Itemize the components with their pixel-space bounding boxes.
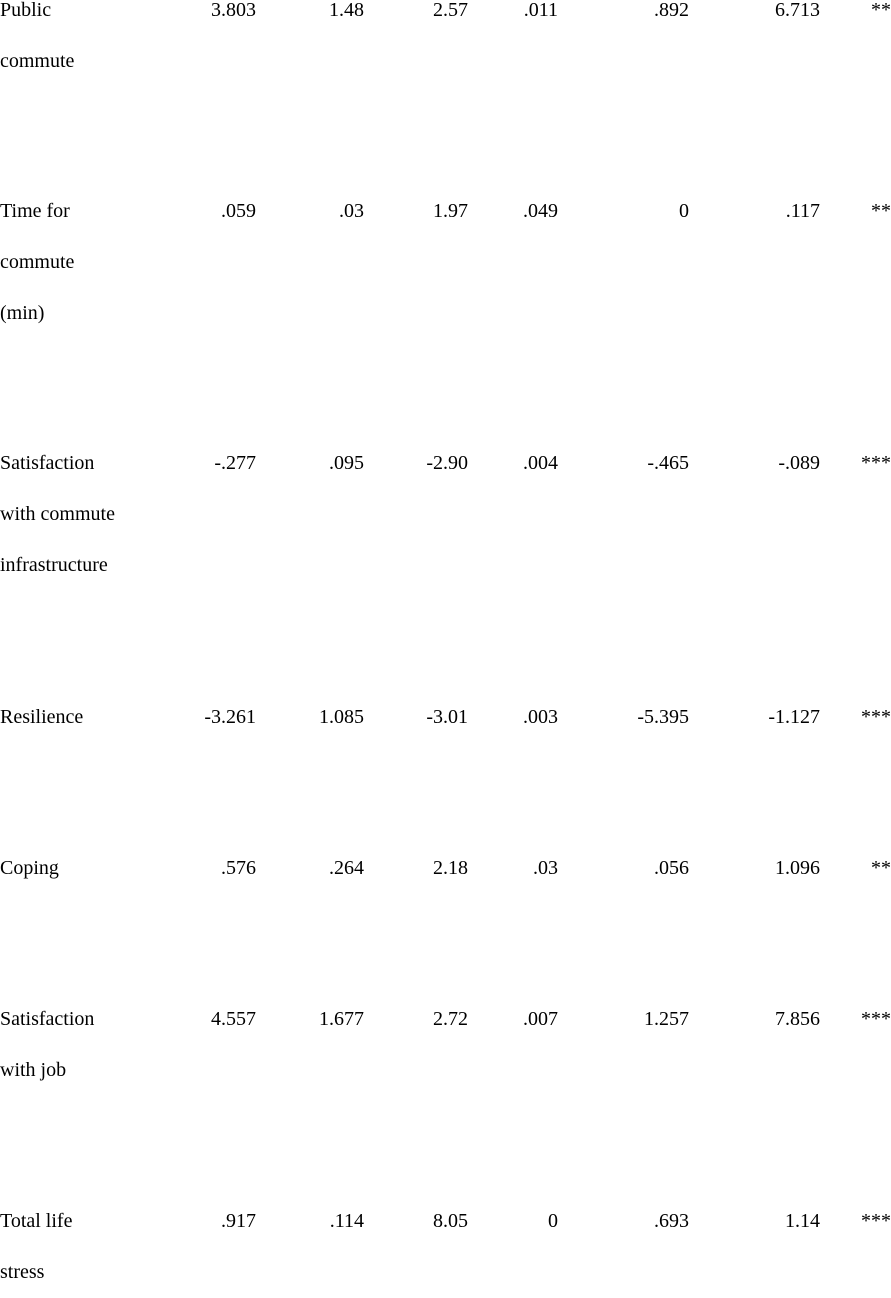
p-value-cell: .003 bbox=[523, 706, 558, 728]
coefficient-cell: 3.803 bbox=[211, 0, 256, 21]
std-error-cell: 1.677 bbox=[319, 1008, 364, 1030]
variable-label: Time for commute (min) bbox=[0, 200, 75, 324]
coefficient-cell: .917 bbox=[221, 1210, 256, 1232]
coefficient-cell: 4.557 bbox=[211, 1008, 256, 1030]
significance-cell: *** bbox=[861, 1008, 891, 1030]
p-value-cell: .049 bbox=[523, 200, 558, 222]
ci-high-cell: 6.713 bbox=[775, 0, 820, 21]
t-value-cell: 2.72 bbox=[433, 1008, 468, 1030]
t-value-cell: 1.97 bbox=[433, 200, 468, 222]
coefficient-cell: -3.261 bbox=[204, 706, 256, 728]
ci-low-cell: 1.257 bbox=[644, 1008, 689, 1030]
variable-label: Public commute bbox=[0, 0, 75, 72]
ci-high-cell: -.089 bbox=[778, 452, 820, 474]
t-value-cell: -3.01 bbox=[426, 706, 468, 728]
std-error-cell: .03 bbox=[339, 200, 364, 222]
ci-high-cell: -1.127 bbox=[768, 706, 820, 728]
significance-cell: ** bbox=[871, 0, 891, 21]
ci-high-cell: 1.14 bbox=[785, 1210, 820, 1232]
p-value-cell: 0 bbox=[548, 1210, 558, 1232]
significance-cell: *** bbox=[861, 452, 891, 474]
variable-label: Satisfaction with job bbox=[0, 1008, 95, 1081]
variable-label: Satisfaction with commute infrastructure bbox=[0, 452, 115, 576]
p-value-cell: .004 bbox=[523, 452, 558, 474]
p-value-cell: .011 bbox=[523, 0, 558, 21]
std-error-cell: .114 bbox=[329, 1210, 364, 1232]
ci-low-cell: -.465 bbox=[647, 452, 689, 474]
p-value-cell: .007 bbox=[523, 1008, 558, 1030]
ci-high-cell: 7.856 bbox=[775, 1008, 820, 1030]
p-value-cell: .03 bbox=[533, 857, 558, 879]
coefficient-cell: .576 bbox=[221, 857, 256, 879]
significance-cell: ** bbox=[871, 857, 891, 879]
std-error-cell: 1.48 bbox=[329, 0, 364, 21]
std-error-cell: .264 bbox=[329, 857, 364, 879]
variable-label: Total life stress bbox=[0, 1210, 73, 1283]
ci-low-cell: -5.395 bbox=[637, 706, 689, 728]
ci-low-cell: .693 bbox=[654, 1210, 689, 1232]
significance-cell: ** bbox=[871, 200, 891, 222]
variable-label: Resilience bbox=[0, 706, 84, 728]
std-error-cell: 1.085 bbox=[319, 706, 364, 728]
significance-cell: *** bbox=[861, 1210, 891, 1232]
ci-high-cell: .117 bbox=[785, 200, 820, 222]
ci-high-cell: 1.096 bbox=[775, 857, 820, 879]
significance-cell: *** bbox=[861, 706, 891, 728]
t-value-cell: -2.90 bbox=[426, 452, 468, 474]
t-value-cell: 2.57 bbox=[433, 0, 468, 21]
t-value-cell: 8.05 bbox=[433, 1210, 468, 1232]
t-value-cell: 2.18 bbox=[433, 857, 468, 879]
ci-low-cell: .892 bbox=[654, 0, 689, 21]
ci-low-cell: 0 bbox=[679, 200, 689, 222]
ci-low-cell: .056 bbox=[654, 857, 689, 879]
std-error-cell: .095 bbox=[329, 452, 364, 474]
coefficient-cell: -.277 bbox=[214, 452, 256, 474]
coefficient-cell: .059 bbox=[221, 200, 256, 222]
variable-label: Coping bbox=[0, 857, 59, 879]
